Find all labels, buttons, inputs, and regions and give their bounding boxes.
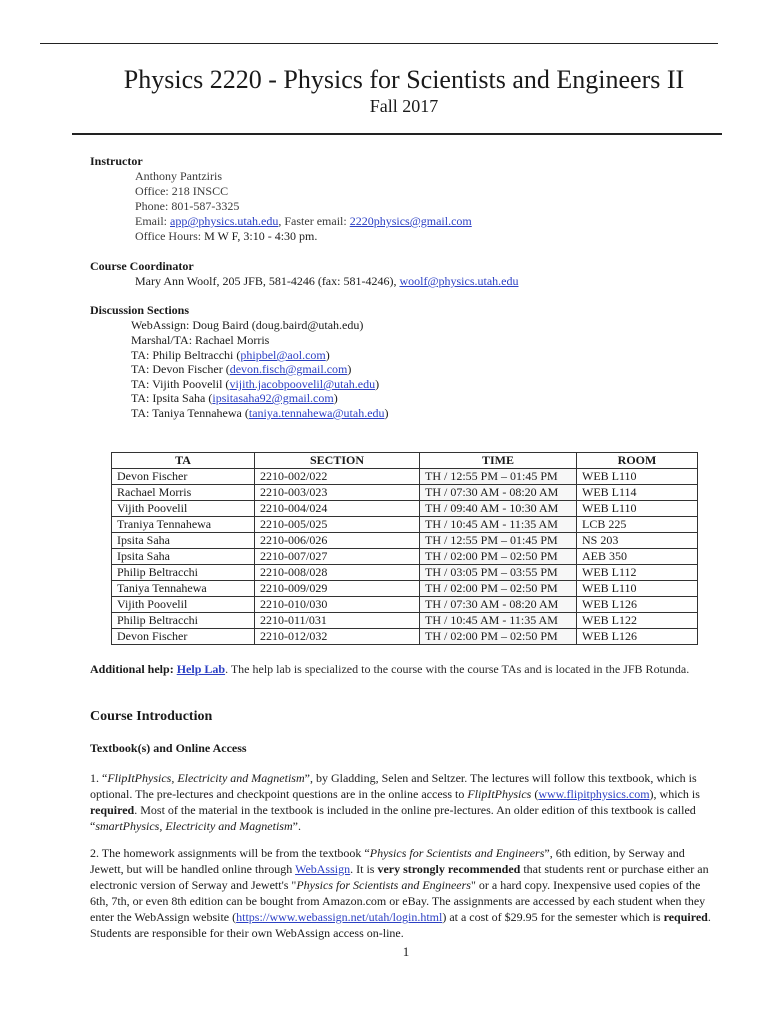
top-rule — [40, 43, 718, 44]
time-cell: TH / 02:00 PM – 02:50 PM — [420, 629, 577, 645]
time-cell: TH / 07:30 AM - 08:20 AM — [420, 597, 577, 613]
additional-help-label: Additional help: — [90, 662, 177, 676]
coordinator-details: Mary Ann Woolf, 205 JFB, 581-4246 (fax: 581-4246), — [135, 274, 400, 288]
ta-email-link[interactable]: vijith.jacobpoovelil@utah.edu — [229, 377, 376, 391]
webassign-link[interactable]: WebAssign — [295, 862, 351, 876]
faster-email-label: , Faster email: — [278, 214, 350, 228]
room-cell: AEB 350 — [577, 549, 698, 565]
ta-email-link[interactable]: devon.fisch@gmail.com — [229, 362, 348, 376]
time-cell: TH / 12:55 PM – 01:45 PM — [420, 469, 577, 485]
textbook-paragraph-1: 1. “FlipItPhysics, Electricity and Magnetism”, by Gladding, Selen and Seltzer. The lectures will follow this textbook, which is optional. The pre-lectures and checkpoint questions are in the online access to FlipItPhysics (www.flipitphysics.com), which is required. Most of the material in the textbook is included in the online pre-lectures. An older edition of this textbook is called “smartPhysics, Electricity and Magnetism”. — [90, 771, 700, 833]
instructor-name: Anthony Pantziris — [135, 169, 222, 183]
office-hours-label: Office Hours: — [135, 229, 205, 243]
ta-line: TA: Vijith Poovelil (vijith.jacobpoovelil@utah.edu) — [131, 377, 380, 391]
page-number: 1 — [402, 944, 410, 959]
column-header-ta: TA — [112, 453, 255, 469]
office-hours-line — [135, 229, 317, 244]
ta-line: TA: Devon Fischer (devon.fisch@gmail.com) — [131, 362, 352, 376]
ta-cell: Vijith Poovelil — [112, 501, 255, 517]
ta-line: TA: Taniya Tennahewa (taniya.tennahewa@utah.edu) — [131, 406, 389, 420]
time-cell: TH / 10:45 AM - 11:35 AM — [420, 613, 577, 629]
table-row — [112, 629, 698, 645]
section-cell: 2210-004/024 — [255, 501, 420, 517]
ta-cell: Ipsita Saha — [112, 533, 255, 549]
time-cell: TH / 10:45 AM - 11:35 AM — [420, 517, 577, 533]
room-cell: WEB L110 — [577, 501, 698, 517]
room-cell: WEB L122 — [577, 613, 698, 629]
additional-help-text: . The help lab is specialized to the course with the course TAs and is located in the JFB Rotunda. — [225, 662, 690, 676]
marshal-ta: Marshal/TA: Rachael Morris — [131, 333, 270, 347]
flipitphysics-link[interactable]: www.flipitphysics.com — [538, 787, 650, 801]
textbook-title: FlipItPhysics, Electricity and Magnetism — [107, 771, 305, 785]
help-lab-link[interactable]: Help Lab — [176, 662, 226, 676]
instructor-office: Office: 218 INSCC — [135, 184, 229, 198]
table-row — [112, 533, 698, 549]
webassign-login-link[interactable]: https://www.webassign.net/utah/login.html — [236, 910, 443, 924]
instructor-email-link[interactable]: app@physics.utah.edu — [170, 214, 279, 228]
discussion-heading: Discussion Sections — [90, 303, 190, 317]
section-cell: 2210-006/026 — [255, 533, 420, 549]
ta-email-link[interactable]: phipbel@aol.com — [240, 348, 326, 362]
email-label: Email: — [135, 214, 170, 228]
time-cell: TH / 07:30 AM - 08:20 AM — [420, 485, 577, 501]
time-cell: TH / 03:05 PM – 03:55 PM — [420, 565, 577, 581]
section-cell: 2210-002/022 — [255, 469, 420, 485]
column-header-room: ROOM — [577, 453, 698, 469]
table-row — [112, 469, 698, 485]
faster-email-link[interactable]: 2220physics@gmail.com — [349, 214, 472, 228]
course-introduction-heading: Course Introduction — [90, 709, 213, 724]
instructor-phone: Phone: 801-587-3325 — [135, 199, 240, 213]
coordinator-email-link[interactable]: woolf@physics.utah.edu — [399, 274, 519, 288]
room-cell: WEB L112 — [577, 565, 698, 581]
table-row — [112, 581, 698, 597]
room-cell: WEB L110 — [577, 469, 698, 485]
table-row — [112, 549, 698, 565]
section-cell: 2210-007/027 — [255, 549, 420, 565]
textbook-heading: Textbook(s) and Online Access — [90, 741, 247, 755]
time-cell: TH / 12:55 PM – 01:45 PM — [420, 533, 577, 549]
ta-cell: Devon Fischer — [112, 629, 255, 645]
ta-cell: Vijith Poovelil — [112, 597, 255, 613]
room-cell: LCB 225 — [577, 517, 698, 533]
header-rule — [72, 133, 722, 135]
section-cell: 2210-009/029 — [255, 581, 420, 597]
coordinator-heading: Course Coordinator — [90, 259, 194, 273]
time-cell: TH / 09:40 AM - 10:30 AM — [420, 501, 577, 517]
room-cell: WEB L110 — [577, 581, 698, 597]
column-header-time: TIME — [420, 453, 577, 469]
time-cell: TH / 02:00 PM – 02:50 PM — [420, 549, 577, 565]
ta-cell: Philip Beltracchi — [112, 565, 255, 581]
table-row — [112, 613, 698, 629]
ta-cell: Traniya Tennahewa — [112, 517, 255, 533]
section-cell: 2210-005/025 — [255, 517, 420, 533]
ta-cell: Devon Fischer — [112, 469, 255, 485]
column-header-section: SECTION — [255, 453, 420, 469]
ta-email-link[interactable]: ipsitasaha92@gmail.com — [212, 391, 334, 405]
ta-cell: Rachael Morris — [112, 485, 255, 501]
table-row — [112, 501, 698, 517]
ta-cell: Ipsita Saha — [112, 549, 255, 565]
room-cell: NS 203 — [577, 533, 698, 549]
coordinator-line — [135, 274, 519, 289]
ta-email-link[interactable]: taniya.tennahewa@utah.edu — [248, 406, 385, 420]
office-hours-value: M W F, 3:10 - 4:30 pm. — [204, 229, 318, 243]
room-cell: WEB L126 — [577, 629, 698, 645]
course-title: Physics 2220 - Physics for Scientists and Engineers II — [123, 65, 685, 94]
course-term: Fall 2017 — [369, 96, 439, 116]
instructor-heading: Instructor — [90, 154, 143, 168]
section-schedule-table — [111, 452, 698, 645]
textbook-paragraph-2: 2. The homework assignments will be from the textbook “Physics for Scientists and Engineers”, 6th edition, by Serway and Jewett, but will be handled online through WebAssign. It is very strongly recommended that students rent or purchase either an electronic version of Serway and Jewett's "Physics for Scientists and Engineers" or a hard copy. Inexpensive used copies of the 6th, 7th, or even 8th edition can be bought from Amazon.com or eBay. The assignments are accessed by each student when they enter the WebAssign website (https://www.webassign.net/utah/login.html) at a cost of $29.95 for the semester which is required. Students are responsible for their own WebAssign access on-line. — [90, 846, 711, 940]
section-cell: 2210-012/032 — [255, 629, 420, 645]
webassign-contact: WebAssign: Doug Baird (doug.baird@utah.edu) — [131, 318, 364, 332]
section-cell: 2210-008/028 — [255, 565, 420, 581]
time-cell: TH / 02:00 PM – 02:50 PM — [420, 581, 577, 597]
ta-line: TA: Ipsita Saha (ipsitasaha92@gmail.com) — [131, 391, 338, 405]
additional-help — [90, 661, 720, 677]
ta-cell: Taniya Tennahewa — [112, 581, 255, 597]
table-row — [112, 517, 698, 533]
section-cell: 2210-003/023 — [255, 485, 420, 501]
ta-cell: Philip Beltracchi — [112, 613, 255, 629]
room-cell: WEB L126 — [577, 597, 698, 613]
ta-line: TA: Philip Beltracchi (phipbel@aol.com) — [131, 348, 330, 362]
table-row — [112, 485, 698, 501]
table-header-row — [112, 453, 698, 469]
table-row — [112, 565, 698, 581]
table-row — [112, 597, 698, 613]
section-cell: 2210-010/030 — [255, 597, 420, 613]
instructor-email-line — [135, 214, 472, 229]
room-cell: WEB L114 — [577, 485, 698, 501]
section-cell: 2210-011/031 — [255, 613, 420, 629]
